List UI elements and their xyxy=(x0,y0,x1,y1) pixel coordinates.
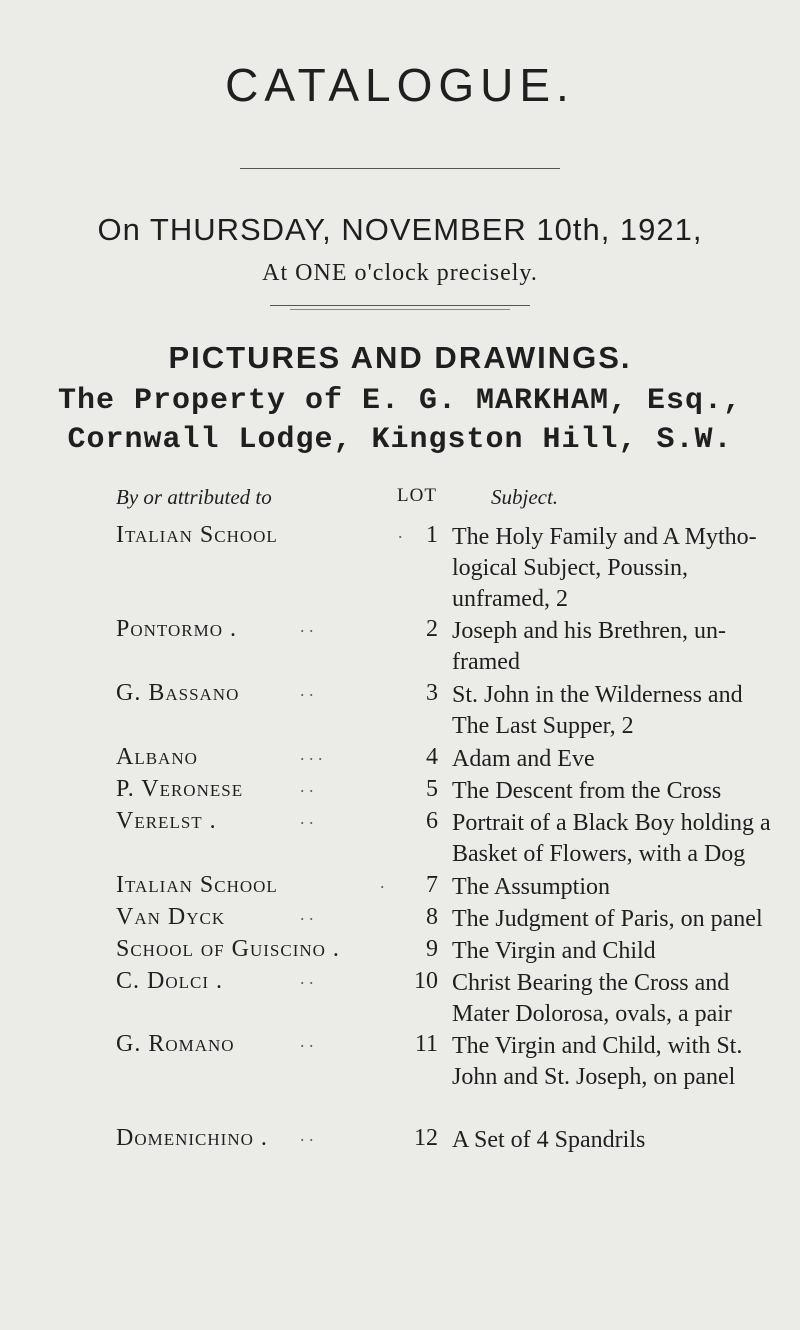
lot-artist: G. Romano xyxy=(116,1031,235,1057)
lot-number: 9 xyxy=(426,936,438,962)
lot-number: 3 xyxy=(426,680,438,706)
lot-number: 8 xyxy=(426,904,438,930)
column-header-artist: By or attributed to xyxy=(116,485,272,509)
lot-number: 4 xyxy=(426,744,438,770)
owner-line: The Property of E. G. MARKHAM, Esq., xyxy=(57,384,743,418)
lot-subject: Portrait of a Black Boy holding a Basket of Flowers, with a Dog xyxy=(452,810,771,867)
leader-dots: . . xyxy=(300,776,314,796)
lot-number: 7 xyxy=(426,872,438,898)
lot-artist: Italian School xyxy=(116,522,278,548)
divider-rule xyxy=(240,168,560,169)
catalogue-title: CATALOGUE. xyxy=(225,59,575,111)
lot-artist: Pontormo . xyxy=(116,616,237,642)
lot-number: 5 xyxy=(426,776,438,802)
lot-subject: The Judgment of Paris, on panel xyxy=(452,906,763,932)
sale-date: On THURSDAY, NOVEMBER 10th, 1921, xyxy=(97,212,703,247)
lot-subject: A Set of 4 Spandrils xyxy=(452,1127,646,1153)
leader-dots: . xyxy=(380,872,385,892)
lot-artist: Verelst . xyxy=(116,808,217,834)
lot-artist: School of Guiscino . xyxy=(116,936,340,962)
leader-dots: . xyxy=(398,522,403,542)
lot-subject: The Virgin and Child, with St. John and St. Joseph, on panel xyxy=(452,1033,743,1090)
column-header-lot: LOT xyxy=(397,485,437,506)
lot-number: 12 xyxy=(414,1125,438,1151)
lot-artist: C. Dolci . xyxy=(116,968,224,994)
leader-dots: . . xyxy=(300,1031,314,1051)
leader-dots: . . xyxy=(300,968,314,988)
lot-artist: P. Veronese xyxy=(116,776,244,802)
address-line: Cornwall Lodge, Kingston Hill, S.W. xyxy=(67,423,733,457)
leader-dots: . . xyxy=(300,904,314,924)
lot-number: 1 xyxy=(426,522,438,548)
sale-time: At ONE o'clock precisely. xyxy=(262,260,538,286)
lot-subject: The Virgin and Child xyxy=(452,938,656,964)
divider-rule xyxy=(290,309,510,310)
divider-rule xyxy=(270,305,530,306)
lot-subject: Christ Bearing the Cross and Mater Dolorosa, ovals, a pair xyxy=(452,970,732,1027)
lot-subject: St. John in the Wilderness and The Last Supper, 2 xyxy=(452,682,743,739)
lot-subject: Joseph and his Brethren, un- framed xyxy=(452,618,726,675)
lot-subject: Adam and Eve xyxy=(452,746,595,772)
lot-artist: G. Bassano xyxy=(116,680,240,706)
lot-number: 10 xyxy=(414,968,438,994)
lot-subject: The Descent from the Cross xyxy=(452,778,722,804)
leader-dots: . . xyxy=(300,616,314,636)
column-header-subject: Subject. xyxy=(491,485,559,509)
lot-number: 6 xyxy=(426,808,438,834)
leader-dots: . . xyxy=(300,1125,314,1145)
leader-dots: . . . xyxy=(300,744,323,764)
lot-number: 11 xyxy=(414,1031,438,1057)
lot-artist: Domenichino . xyxy=(116,1125,268,1151)
lot-number: 2 xyxy=(426,616,438,642)
lot-artist: Italian School xyxy=(116,872,278,898)
lot-artist: Van Dyck xyxy=(116,904,226,930)
lot-subject: The Holy Family and A Mytho- logical Subject, Poussin, unframed, 2 xyxy=(452,524,757,612)
leader-dots: . . xyxy=(300,680,314,700)
leader-dots: . . xyxy=(300,808,314,828)
lot-subject: The Assumption xyxy=(452,874,611,900)
lot-artist: Albano xyxy=(116,744,198,770)
section-heading: PICTURES AND DRAWINGS. xyxy=(168,340,632,375)
